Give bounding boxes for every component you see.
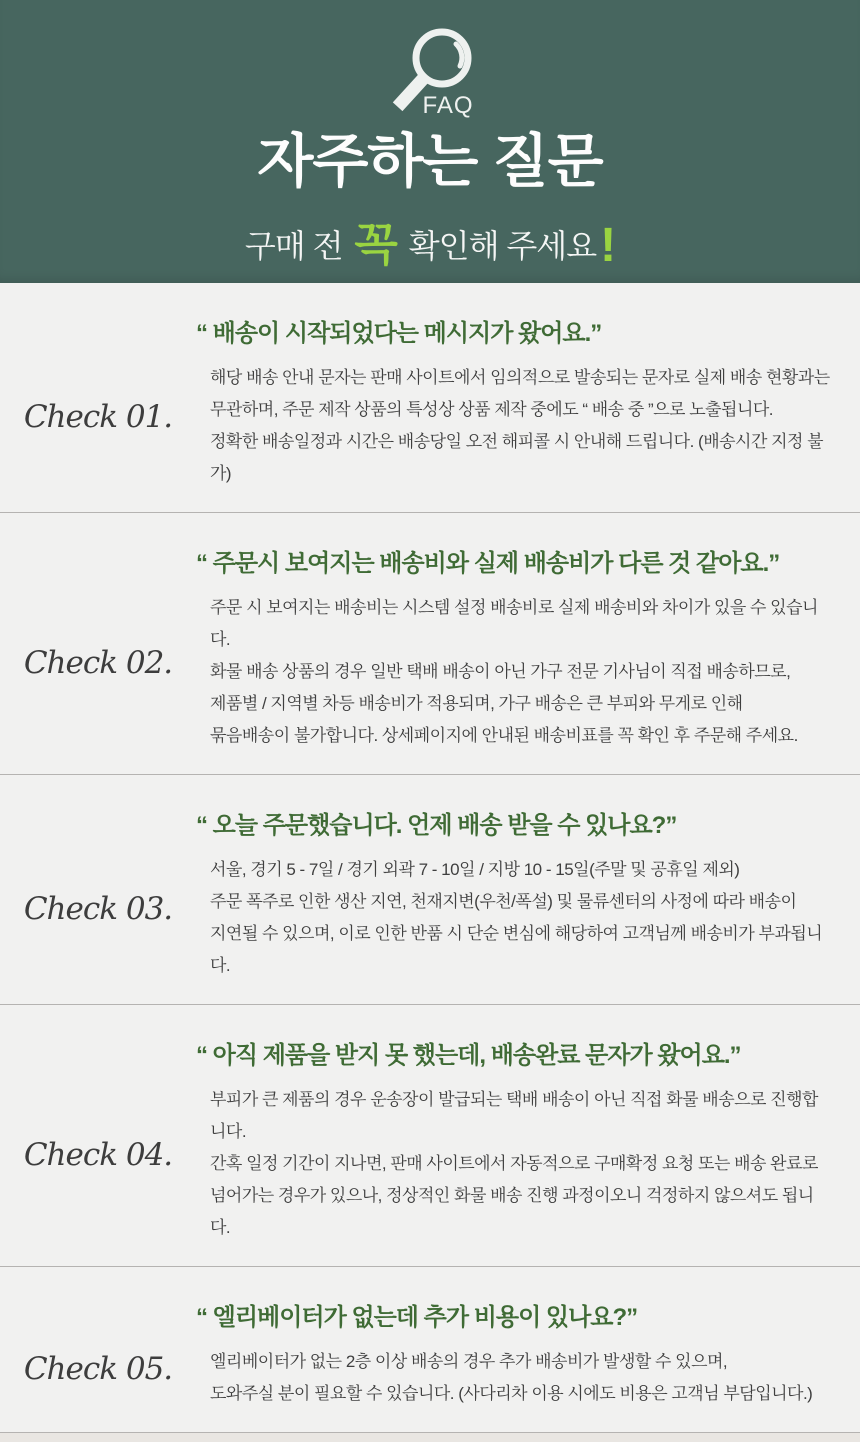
page-subtitle (0, 208, 860, 273)
check-label-2: Check 02. (23, 645, 173, 681)
faq-content-5 (0, 1346, 830, 1410)
faq-answer-4 (196, 1084, 830, 1244)
bottom-strip (0, 1433, 860, 1442)
faq-answer-2 (196, 592, 830, 752)
faq-question-3: “ 오늘 주문했습니다. 언제 배송 받을 수 있나요?” (196, 812, 677, 839)
faq-answer-1 (196, 362, 830, 490)
faq-content-2 (0, 592, 830, 752)
check-label-1: Check 01. (23, 399, 173, 435)
answer-line: 간혹 일정 기간이 지나면, 판매 사이트에서 자동적으로 구매확정 요청 또는 배송 완료로 (210, 1154, 818, 1173)
answer-line: 도와주실 분이 필요할 수 있습니다. (사다리차 이용 시에도 비용은 고객님 부담입니다.) (210, 1384, 813, 1403)
answer-line: 주문 시 보여지는 배송비는 시스템 설정 배송비로 실제 배송비와 차이가 있을 수 있습니다. (210, 598, 818, 649)
faq-answer-3 (196, 854, 830, 982)
faq-section-4 (0, 1005, 860, 1267)
header-banner (0, 0, 860, 283)
faq-content-3 (0, 854, 830, 982)
answer-line: 제품별 / 지역별 차등 배송비가 적용되며, 가구 배송은 큰 부피와 무게로 인해 (210, 694, 743, 713)
check-label-5: Check 05. (23, 1351, 173, 1387)
faq-question-2: “ 주문시 보여지는 배송비와 실제 배송비가 다른 것 같아요.” (196, 550, 780, 577)
faq-answer-5 (196, 1346, 830, 1410)
faq-section-3 (0, 775, 860, 1005)
answer-line: 부피가 큰 제품의 경우 운송장이 발급되는 택배 배송이 아닌 직접 화물 배송으로 진행합니다. (210, 1090, 818, 1141)
answer-line: 무관하며, 주문 제작 상품의 특성상 상품 제작 중에도 “ 배송 중 ”으로 노출됩니다. (210, 400, 774, 419)
faq-question-1: “ 배송이 시작되었다는 메시지가 왔어요.” (196, 320, 602, 347)
faq-section-5 (0, 1267, 860, 1433)
answer-line: 넘어가는 경우가 있으나, 정상적인 화물 배송 진행 과정이오니 걱정하지 않으셔도 됩니다. (210, 1186, 814, 1237)
answer-line: 주문 폭주로 인한 생산 지연, 천재지변(우천/폭설) 및 물류센터의 사정에 따라 배송이 (210, 892, 797, 911)
answer-line: 해당 배송 안내 문자는 판매 사이트에서 임의적으로 발송되는 문자로 실제 배송 현황과는 (210, 368, 830, 387)
faq-section-1 (0, 283, 860, 513)
answer-line: 정확한 배송일정과 시간은 배송당일 오전 해피콜 시 안내해 드립니다. (배송시간 지정 불가) (210, 432, 824, 483)
check-label-3: Check 03. (23, 891, 173, 927)
faq-content-4 (0, 1084, 830, 1244)
answer-line: 엘리베이터가 없는 2층 이상 배송의 경우 추가 배송비가 발생할 수 있으며, (210, 1352, 728, 1371)
subtitle-prefix: 구매 전 (244, 227, 343, 264)
subtitle-exclamation: ! (600, 218, 616, 272)
faq-question-5: “ 엘리베이터가 없는데 추가 비용이 있나요?” (196, 1304, 638, 1331)
faq-content-1 (0, 362, 830, 490)
subtitle-emphasis: 꼭 (354, 218, 397, 270)
answer-line: 화물 배송 상품의 경우 일반 택배 배송이 아닌 가구 전문 기사님이 직접 배송하므로, (210, 662, 791, 681)
page-title: 자주하는 질문 (257, 129, 603, 194)
answer-line: 서울, 경기 5 - 7일 / 경기 외곽 7 - 10일 / 지방 10 - 15일(주말 및 공휴일 제외) (210, 860, 740, 879)
subtitle-suffix: 확인해 주세요 (408, 227, 597, 264)
check-label-4: Check 04. (23, 1137, 173, 1173)
answer-line: 묶음배송이 불가합니다. 상세페이지에 안내된 배송비표를 꼭 확인 후 주문해 주세요. (210, 726, 798, 745)
answer-line: 지연될 수 있으며, 이로 인한 반품 시 단순 변심에 해당하여 고객님께 배송비가 부과됩니다. (210, 924, 823, 975)
faq-section-2 (0, 513, 860, 775)
faq-icon-label: FAQ (422, 92, 474, 119)
faq-question-4: “ 아직 제품을 받지 못 했는데, 배송완료 문자가 왔어요.” (196, 1042, 741, 1069)
magnifier-icon (0, 26, 860, 116)
